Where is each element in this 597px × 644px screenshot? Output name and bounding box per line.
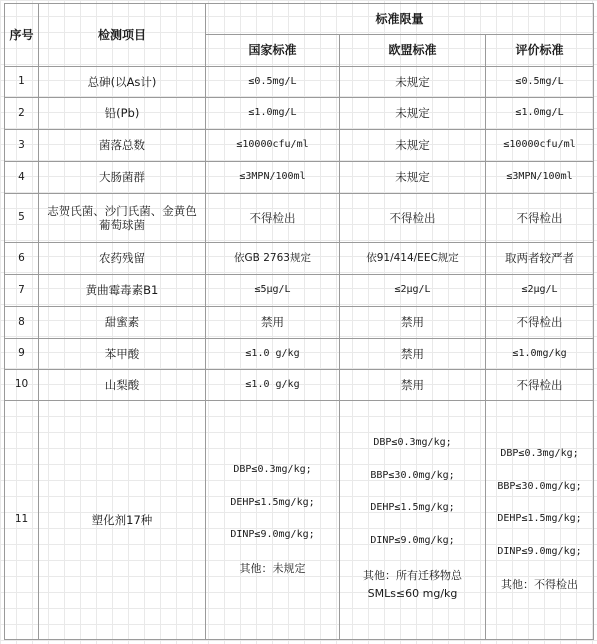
table-row	[5, 243, 594, 275]
header-eval: 评价标准	[486, 35, 594, 67]
cell-eu: 未规定	[340, 67, 486, 98]
eval-line: 其他：不得检出	[501, 578, 579, 592]
cell-item: 山梨酸	[39, 370, 206, 401]
cell-national: 禁用	[206, 307, 340, 339]
cell-eval: ≤1.0mg/kg	[486, 339, 594, 370]
cell-item: 苯甲酸	[39, 339, 206, 370]
cell-national: ≤5μg/L	[206, 275, 340, 307]
cell-eu: 不得检出	[340, 194, 486, 243]
cell-eu: 禁用	[340, 339, 486, 370]
eval-line: DBP≤0.3mg/kg;	[500, 448, 579, 460]
table-row	[5, 307, 594, 339]
cell-item: 菌落总数	[39, 130, 206, 162]
table-row	[5, 98, 594, 130]
header-limit-group: 标准限量	[206, 4, 594, 35]
cell-eval: ≤0.5mg/L	[486, 67, 594, 98]
table-row	[5, 67, 594, 98]
cell-national: 依GB 2763规定	[206, 243, 340, 275]
cell-seq: 4	[5, 162, 39, 194]
cell-seq: 6	[5, 243, 39, 275]
cell-national: ≤3MPN/100ml	[206, 162, 340, 194]
cell-seq: 10	[5, 370, 39, 401]
national-line: 其他：未规定	[239, 561, 306, 575]
cell-national: ≤1.0 g/kg	[206, 339, 340, 370]
cell-national: ≤10000cfu/ml	[206, 130, 340, 162]
cell-eu: 禁用	[340, 370, 486, 401]
table-row	[5, 275, 594, 307]
eval-line: BBP≤30.0mg/kg;	[497, 480, 582, 492]
cell-item: 农药残留	[39, 243, 206, 275]
eval-line: DINP≤9.0mg/kg;	[497, 545, 582, 557]
cell-eu: 未规定	[340, 130, 486, 162]
table-row	[5, 339, 594, 370]
cell-seq: 7	[5, 275, 39, 307]
cell-eu: 依91/414/EEC规定	[340, 243, 486, 275]
eu-line: DINP≤9.0mg/kg;	[370, 534, 455, 546]
table-row	[5, 194, 594, 243]
eu-line: BBP≤30.0mg/kg;	[370, 469, 455, 481]
cell-national: ≤1.0 g/kg	[206, 370, 340, 401]
cell-eval: 不得检出	[486, 370, 594, 401]
cell-national	[206, 401, 340, 640]
cell-eval: ≤3MPN/100ml	[486, 162, 594, 194]
eu-line: DEHP≤1.5mg/kg;	[370, 502, 455, 514]
header-seq: 序号	[5, 4, 39, 67]
cell-eval: ≤2μg/L	[486, 275, 594, 307]
cell-national: ≤1.0mg/L	[206, 98, 340, 130]
cell-seq: 5	[5, 194, 39, 243]
cell-seq: 8	[5, 307, 39, 339]
cell-item: 志贺氏菌、沙门氏菌、金黄色葡萄球菌	[39, 194, 206, 243]
cell-seq: 3	[5, 130, 39, 162]
cell-seq: 1	[5, 67, 39, 98]
cell-item: 塑化剂17种	[39, 401, 206, 640]
cell-item: 甜蜜素	[39, 307, 206, 339]
standards-table	[4, 3, 594, 640]
cell-eu: ≤2μg/L	[340, 275, 486, 307]
cell-eval: 不得检出	[486, 194, 594, 243]
table-row	[5, 401, 594, 640]
cell-item: 总砷(以As计)	[39, 67, 206, 98]
national-line: DEHP≤1.5mg/kg;	[230, 496, 315, 508]
table-row	[5, 130, 594, 162]
national-line: DINP≤9.0mg/kg;	[230, 529, 315, 541]
cell-eu: 禁用	[340, 307, 486, 339]
cell-national: ≤0.5mg/L	[206, 67, 340, 98]
header-eu: 欧盟标准	[340, 35, 486, 67]
cell-seq: 2	[5, 98, 39, 130]
national-line: DBP≤0.3mg/kg;	[233, 464, 312, 476]
cell-eval: ≤1.0mg/L	[486, 98, 594, 130]
cell-item: 铅(Pb)	[39, 98, 206, 130]
cell-eval: ≤10000cfu/ml	[486, 130, 594, 162]
cell-national: 不得检出	[206, 194, 340, 243]
cell-seq: 9	[5, 339, 39, 370]
cell-eval	[486, 401, 594, 640]
eval-line: DEHP≤1.5mg/kg;	[497, 513, 582, 525]
table-row	[5, 162, 594, 194]
header-item: 检测项目	[39, 4, 206, 67]
table-row	[5, 370, 594, 401]
cell-seq: 11	[5, 401, 39, 640]
eu-line: 其他：所有迁移物总SMLs≤60 mg/kg	[363, 569, 462, 600]
header-national: 国家标准	[206, 35, 340, 67]
cell-eu: 未规定	[340, 98, 486, 130]
cell-item: 大肠菌群	[39, 162, 206, 194]
cell-item: 黄曲霉毒素B1	[39, 275, 206, 307]
cell-eu	[340, 401, 486, 640]
eu-line: DBP≤0.3mg/kg;	[373, 437, 452, 449]
cell-eval: 取两者较严者	[486, 243, 594, 275]
cell-eu: 未规定	[340, 162, 486, 194]
cell-eval: 不得检出	[486, 307, 594, 339]
